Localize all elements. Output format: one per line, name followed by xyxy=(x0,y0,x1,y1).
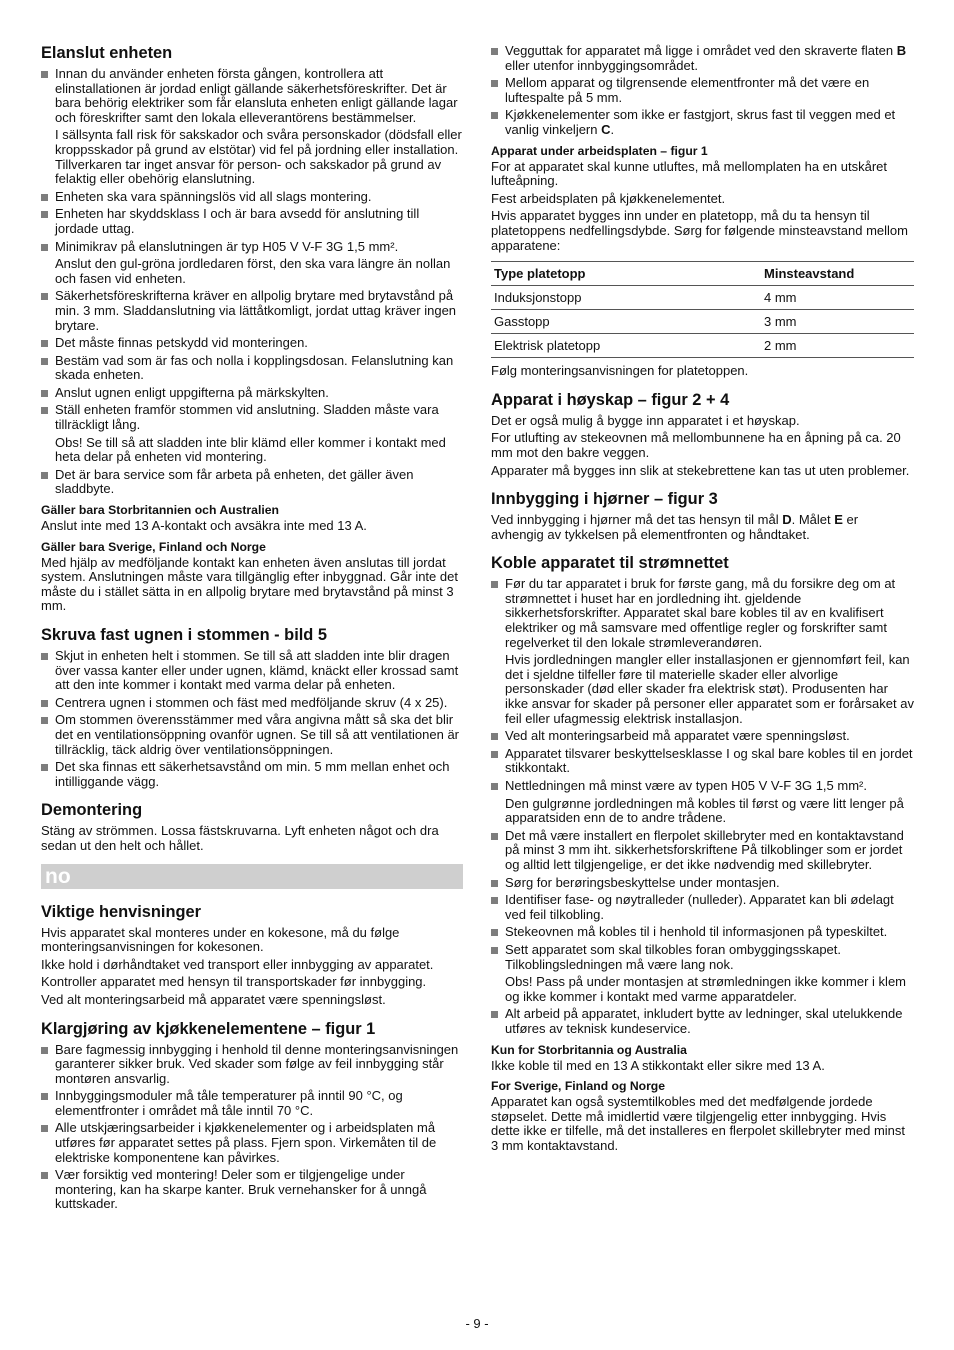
square-bullet-icon xyxy=(491,751,498,758)
text-run: Kjøkkenelementer som ikke er fastgjort, skrus fast til veggen med et vanlig vinkeljern xyxy=(505,107,896,137)
section-title: Elanslut enheten xyxy=(41,44,173,62)
section-title: Klargjøring av kjøkkenelementene – figur 1 xyxy=(41,1019,376,1038)
list-item xyxy=(41,1168,463,1212)
table-cell: Induksjonstopp xyxy=(491,286,761,310)
bullet-list xyxy=(491,577,914,1036)
square-bullet-icon xyxy=(491,947,498,954)
subheading: Gäller bara Sverige, Finland och Norge xyxy=(41,539,266,554)
paragraph: Med hjälp av medföljande kontakt kan enheten även anslutas till jordat system. Anslutningen måste vara tillgänglig efter inbyggnad. Går inte det måste du i stället sätta in en allpolig brytare med brytavstånd på minst 3 mm. xyxy=(41,554,458,614)
list-item-text: Bare fagmessig innbygging i henhold til denne monteringsanvisningen garanterer sikker bruk. Ved skader som følge av feil innbygging står montøren ansvarlig. xyxy=(55,1041,459,1086)
subheading: Gäller bara Storbritannien och Australien xyxy=(41,503,279,518)
square-bullet-icon xyxy=(491,833,498,840)
paragraph: For at apparatet skal kunne utluftes, må mellomplaten ha en utskåret lufteåpning. xyxy=(491,158,887,189)
square-bullet-icon xyxy=(491,897,498,904)
list-item xyxy=(41,67,463,187)
list-item-text: Det ska finnas ett säkerhetsavstånd om min. 5 mm mellan enhet och intilliggande vägg. xyxy=(55,759,450,789)
list-item xyxy=(491,779,914,826)
list-item-text: Ved alt monteringsarbeid må apparatet være spenningsløst. xyxy=(505,728,850,744)
table-row xyxy=(491,310,914,334)
list-item xyxy=(491,829,914,873)
list-item xyxy=(41,468,463,497)
page-number: - 9 - xyxy=(465,1316,489,1331)
list-item-note: Obs! Se till så att sladden inte blir klämd eller kommer i kontakt med heta delar på enheten vid montering. xyxy=(55,434,446,465)
section-title: Koble apparatet til strømnettet xyxy=(491,554,729,573)
list-item xyxy=(491,108,914,137)
list-item-text: Sørg for berøringsbeskyttelse under montasjen. xyxy=(505,874,780,890)
list-item xyxy=(41,1043,463,1087)
square-bullet-icon xyxy=(491,1011,498,1018)
paragraph: Ved alt monteringsarbeid må apparatet være spenningsløst. xyxy=(41,991,386,1007)
paragraph: Fest arbeidsplaten på kjøkkenelementet. xyxy=(491,190,726,206)
section-title: Innbygging i hjørner – figur 3 xyxy=(491,490,718,509)
table-header: Minsteavstand xyxy=(761,262,914,286)
square-bullet-icon xyxy=(491,929,498,936)
list-item-text: Om stommen överensstämmer med våra angivna mått så ska det blir det en ventilationsöppning ovanför ugnen. Se till så att ventilationen är tillräcklig, täck aldrig över ventilationsöppningen. xyxy=(55,712,459,757)
list-item-text: Det är bara service som får arbeta på enheten, det gäller även sladdbyte. xyxy=(55,466,414,497)
paragraph: Ikke koble til med en 13 A stikkontakt eller sikre med 13 A. xyxy=(491,1057,825,1073)
list-item-text: Ställ enheten framför stommen vid anslutning. Sladden måste vara tillräckligt lång. xyxy=(55,402,439,433)
text-run: Ved innbygging i hjørner må det tas hensyn til mål xyxy=(491,512,783,528)
table-cell: 2 mm xyxy=(761,334,914,358)
square-bullet-icon xyxy=(41,71,48,78)
paragraph: Følg monteringsanvisningen for platetoppen. xyxy=(491,363,749,379)
list-item-text: Sett apparatet som skal tilkobles foran ombyggingsskapet. Tilkoblingsledningen må være lang nok. xyxy=(505,941,842,972)
list-item xyxy=(41,1121,463,1165)
paragraph: Det er også mulig å bygge inn apparatet i et høyskap. xyxy=(491,412,800,428)
table-row xyxy=(491,334,914,358)
paragraph: Stäng av strömmen. Lossa fästskruvarna. Lyft enheten något och dra sedan ut den helt och hållet. xyxy=(41,823,439,853)
list-item xyxy=(41,289,463,333)
list-item xyxy=(41,386,463,401)
list-item xyxy=(41,760,463,789)
square-bullet-icon xyxy=(491,783,498,790)
paragraph: Hvis apparatet skal monteres under en kokesone, må du følge monteringsanvisningen for kokesonen. xyxy=(41,924,400,955)
list-item-note: Obs! Pass på under montasjen at strømledningen ikke kommer i klem og ikke kommer i kontakt med varme apparatdeler. xyxy=(505,974,907,1004)
list-item xyxy=(491,893,914,922)
list-item-text: Enheten ska vara spänningslös vid all slags montering. xyxy=(55,188,372,204)
paragraph: Kontroller apparatet med hensyn til transportskader før innbygging. xyxy=(41,974,427,990)
table-cell: 3 mm xyxy=(761,310,914,334)
list-item xyxy=(41,649,463,693)
list-item xyxy=(41,336,463,351)
table-header-row xyxy=(491,262,914,286)
list-item xyxy=(491,76,914,105)
square-bullet-icon xyxy=(41,1172,48,1179)
list-item-text: Alt arbeid på apparatet, inkludert bytte av ledninger, skal utelukkende utføres av teknisk kundeservice. xyxy=(505,1006,903,1036)
list-item xyxy=(41,713,463,757)
text-run: er avhengig av tykkelsen på elementfronten og håndtaket. xyxy=(491,512,859,542)
list-item-text: Anslut ugnen enligt uppgifterna på märkskylten. xyxy=(55,384,329,400)
table-header: Type platetopp xyxy=(491,262,761,286)
list-item xyxy=(41,190,463,205)
square-bullet-icon xyxy=(41,1125,48,1132)
paragraph: Apparatet kan også systemtilkobles med det medfølgende jordede støpselet. Dette må imidlertid være tilgjengelig etter innbygging. Hvis dette ikke er tilfelle, må det installeres en flerpolet skillebryter med minst 3 mm kontaktavstand. xyxy=(491,1094,906,1153)
square-bullet-icon xyxy=(41,194,48,201)
square-bullet-icon xyxy=(491,112,498,119)
bullet-list xyxy=(41,1043,463,1213)
square-bullet-icon xyxy=(41,653,48,660)
text-run: Mellom apparat og tilgrensende elementfronter må det være en luftespalte på 5 mm. xyxy=(505,75,870,105)
list-item xyxy=(491,1007,914,1036)
list-item-note: Hvis jordledningen mangler eller installasjonen er gjennomført feil, kan det i sjeldne tilfeller føre til materielle skader eller alvorlige personskader (død eller skader fra elektrisk støt). Produsenten har ikke ansvar for skader på personer eller apparatet som er forårsaket av feil eller ufagmessig elektrisk installasjon. xyxy=(505,652,914,726)
list-item-text: Säkerhetsföreskrifterna kräver en allpolig brytare med brytavstånd på min. 3 mm. Sladdanslutning via lättåtkomligt, jordat uttag kräver ingen brytare. xyxy=(55,288,457,333)
table-cell: 4 mm xyxy=(761,286,914,310)
bullet-list xyxy=(491,44,914,138)
subheading: Apparat under arbeidsplaten – figur 1 xyxy=(491,143,708,158)
list-item-text: Bestäm vad som är fas och nolla i kopplingsdosan. Felanslutning kan skada enheten. xyxy=(55,352,454,383)
paragraph xyxy=(491,513,914,542)
list-item-text: Skjut in enheten helt i stommen. Se till så att sladden inte blir dragen över vassa kanter eller under ugnen, klämd, knäckt eller krossad samt att den inte kommer i kontakt med varma delar på enheten. xyxy=(55,648,459,693)
list-item xyxy=(491,943,914,1004)
list-item-text: Centrera ugnen i stommen och fäst med medföljande skruv (4 x 25). xyxy=(55,694,448,710)
square-bullet-icon xyxy=(41,211,48,218)
list-item-text: Nettledningen må minst være av typen H05 V V-F 3G 1,5 mm². xyxy=(505,778,867,793)
list-item-note: I sällsynta fall risk för sakskador och svåra personskador (dödsfall eller kroppsskador på grund av elstötar) vid fel på jordning eller installation. Tillverkaren tar inget ansvar för person- och sakskador på grund av felaktig eller obehörig elanslutning. xyxy=(55,127,462,187)
bold-run: D xyxy=(782,512,792,528)
list-item xyxy=(491,44,914,73)
list-item xyxy=(491,577,914,726)
list-item xyxy=(41,240,463,287)
table-cell: Gasstopp xyxy=(491,310,761,334)
list-item xyxy=(41,207,463,236)
square-bullet-icon xyxy=(491,733,498,740)
list-item-text: Vær forsiktig ved montering! Deler som er tilgjengelige under montering, kan ha skarpe kanter. Bruk vernehansker for å unngå kuttskader. xyxy=(55,1167,427,1212)
square-bullet-icon xyxy=(41,1093,48,1100)
list-item xyxy=(41,403,463,464)
paragraph: For utlufting av stekeovnen må mellombunnene ha en åpning på ca. 20 mm mot den bakre veggen. xyxy=(491,430,901,460)
list-item xyxy=(41,696,463,711)
square-bullet-icon xyxy=(41,1047,48,1054)
list-item-text: Innbyggingsmoduler må tåle temperaturer på inntil 90 °C, og elementfronter i området må tåle inntil 70 °C. xyxy=(55,1088,403,1118)
left-column xyxy=(41,44,463,1215)
list-item-text: Minimikrav på elanslutningen är typ H05 V V-F 3G 1,5 mm². xyxy=(55,238,399,254)
square-bullet-icon xyxy=(41,390,48,397)
table-cell: Elektrisk platetopp xyxy=(491,334,761,358)
square-bullet-icon xyxy=(41,700,48,707)
bullet-list xyxy=(41,649,463,789)
text-run: Vegguttak for apparatet må ligge i området ved den skraverte flaten xyxy=(505,43,897,58)
list-item xyxy=(41,354,463,383)
bold-run: B xyxy=(896,43,907,58)
list-item-note: Den gulgrønne jordledningen må kobles til først og være litt lenger på apparatsiden enn de to andre trådene. xyxy=(505,795,904,826)
square-bullet-icon xyxy=(41,472,48,479)
list-item xyxy=(491,747,914,776)
list-item-text: Før du tar apparatet i bruk for første gang, må du forsikre deg om at strømnettet i huset har en jordledning iht. gjeldende sikkerhetsforskrifter. Apparatet skal bare kobles til av en kvalifisert elektriker og må samsvare med offentlige regler og forskrifter samt regelverket til den lokale strømleverandøren. xyxy=(505,576,896,650)
table-row xyxy=(491,286,914,310)
paragraph: Anslut inte med 13 A-kontakt och avsäkra inte med 13 A. xyxy=(41,518,367,534)
square-bullet-icon xyxy=(41,407,48,414)
subheading: Kun for Storbritannia og Australia xyxy=(491,1042,687,1057)
bullet-list xyxy=(41,67,463,497)
list-item xyxy=(491,925,914,940)
list-item-text: Det må være installert en flerpolet skillebryter med en kontaktavstand på minst 3 mm iht. sikkerhetsforskriftene På tilkoblinger som er jordet og alltid lett tilgjengelige, er det ikke nødvendig med skillebryter. xyxy=(505,827,904,872)
distance-table xyxy=(491,261,914,358)
square-bullet-icon xyxy=(41,717,48,724)
square-bullet-icon xyxy=(491,880,498,887)
paragraph: Ikke hold i dørhåndtaket ved transport eller innbygging av apparatet. xyxy=(41,956,434,972)
square-bullet-icon xyxy=(41,293,48,300)
list-item-text: Enheten har skyddsklass I och är bara avsedd för anslutning till jordade uttag. xyxy=(55,206,420,236)
list-item-text: Identifiser fase- og nøytralleder (nulleder). Apparatet kan bli ødelagt ved feil tilkobling. xyxy=(505,892,894,922)
language-bar: no xyxy=(41,864,463,889)
square-bullet-icon xyxy=(491,581,498,588)
paragraph: Hvis apparatet bygges inn under en platetopp, må du ta hensyn til platetoppens nedfellingsdybde. Sørg for følgende minsteavstand mellom apparatene: xyxy=(491,208,908,253)
list-item xyxy=(491,729,914,744)
list-item-text: Innan du använder enheten första gången, kontrollera att elinstallationen är jordad enligt gällande säkerhetsföreskrifter. Det är bara behörig elektriker som får elansluta enheten enligt gällande lagar och föreskrifter samt den lokala elleverantörens bestämmelser. xyxy=(55,66,458,125)
right-column xyxy=(491,44,914,1156)
square-bullet-icon xyxy=(491,48,498,55)
bold-run: C xyxy=(601,121,611,137)
text-run: . Målet xyxy=(791,512,835,528)
list-item xyxy=(41,1089,463,1118)
list-item xyxy=(491,876,914,891)
square-bullet-icon xyxy=(41,340,48,347)
list-item-text: Det måste finnas petskydd vid monteringen. xyxy=(55,335,308,351)
list-item-text: Apparatet tilsvarer beskyttelsesklasse I og skal bare kobles til en jordet stikkontakt. xyxy=(505,745,913,776)
square-bullet-icon xyxy=(491,80,498,87)
text-run: eller utenfor innbyggingsområdet. xyxy=(505,57,698,73)
square-bullet-icon xyxy=(41,358,48,365)
list-item-note: Anslut den gul-gröna jordledaren först, den ska vara längre än nollan och fasen vid enheten. xyxy=(55,256,451,286)
paragraph: Apparater må bygges inn slik at stekebrettene kan tas ut uten problemer. xyxy=(491,462,910,478)
text-run: . xyxy=(610,121,615,137)
square-bullet-icon xyxy=(41,244,48,251)
bold-run: E xyxy=(834,512,843,528)
section-title: Viktige henvisninger xyxy=(41,902,202,921)
section-title: Demontering xyxy=(41,801,143,820)
list-item-text: Stekeovnen må kobles til i henhold til informasjonen på typeskiltet. xyxy=(505,924,888,940)
square-bullet-icon xyxy=(41,764,48,771)
section-title: Skruva fast ugnen i stommen - bild 5 xyxy=(41,626,327,644)
subheading: For Sverige, Finland og Norge xyxy=(491,1079,666,1094)
section-title: Apparat i høyskap – figur 2 + 4 xyxy=(491,390,730,409)
list-item-text: Alle utskjæringsarbeider i kjøkkenelementer og i arbeidsplaten må utføres før apparatet settes på plass. Fjern spon. Virkemåten til de elektriske komponentene kan påvirkes. xyxy=(55,1120,437,1165)
